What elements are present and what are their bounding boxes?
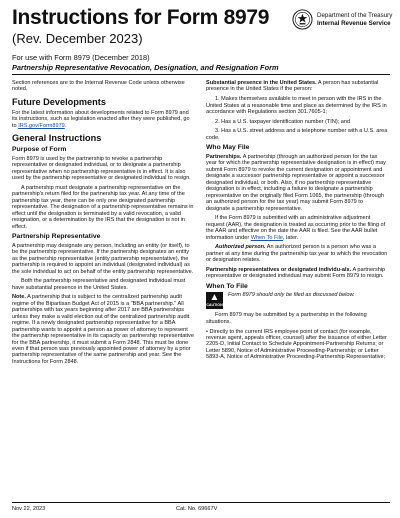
when-to-file-heading: When To File: [206, 282, 248, 290]
aar-paragraph: [206, 215, 388, 241]
sp-label: Substantial presence in the United States.: [206, 80, 317, 86]
sp-item-1: 1. Makes themselves available to meet in person with the IRS in the United States at a reasonable time and place as determined by the IRS in accordance with Regulations section 301.7605-1;: [206, 96, 387, 115]
general-instructions-heading: General Instructions: [12, 133, 102, 144]
document-title: Instructions for Form 8979: [12, 6, 270, 29]
sp-item-3: 3. Has a U.S. street address and a telephone number with a U.S. area code.: [206, 128, 388, 141]
caution-label: CAUTION: [206, 303, 223, 308]
partnerships-label: Partnerships.: [206, 153, 242, 160]
revision-date: (Rev. December 2023): [12, 31, 143, 46]
partnership-representative-heading: Partnership Representative: [12, 233, 101, 241]
treasury-eagle-icon: [292, 9, 313, 30]
aar-end: , later.: [283, 234, 299, 241]
pr-paragraph-2: Both the partnership representative and designated individual must have substantial presence in the United States.: [12, 278, 186, 291]
purpose-heading: Purpose of Form: [12, 146, 67, 154]
header-divider: [12, 74, 390, 75]
form-subtitle: Partnership Representative Revocation, Designation, and Resignation Form: [12, 63, 279, 72]
partnerships-text: A partnership (through an authorized person for the tax year for which the partnership representative designation is in effect) may submit Form 8979 to revoke the current designation or appointment and designate a successor partnership representative or appoint a successor designated individual, or both. Also, if no partnership representative designation is in effect, including a failure to designate a partnership representative on the originally filed Form 1065, the partnership (through an authorized person for the tax year) may submit Form 8979 to designate a partnership representative.: [206, 153, 386, 212]
purpose-paragraph-1: Form 8979 is used by the partnership to revoke a partnership representative or designated individual, or to designate a partnership representative when no partnership representative is in effect. It is also used by the partnership representative or designated individual to resign.: [12, 155, 191, 182]
note-paragraph: [12, 294, 194, 365]
when-to-file-link[interactable]: When To File: [250, 234, 283, 241]
irs-link[interactable]: IRS.gov/Form8979: [18, 122, 65, 129]
intro-text: Section references are to the Internal Revenue Code unless otherwise noted.: [12, 80, 185, 93]
pr-di-text: A partnership representative or designated individual may submit Form 8979 to resign.: [206, 266, 386, 280]
caution-block: [206, 292, 388, 309]
partnerships-paragraph: [206, 154, 388, 212]
note-label: Note.: [12, 294, 26, 301]
pr-di-label: Partnership representatives or designated individu-als.: [206, 266, 352, 273]
future-developments-heading: Future Developments: [12, 96, 106, 107]
pr-paragraph-1: A partnership may designate any person, including an entity (or itself), to be the partnership representative. If the partnership designates an entity as the partnership representative (entity partnership representative), the partnership is required to appoint an individual (designated individual) as the sole individual to act on behalf of the entity partnership representative.: [12, 242, 194, 275]
bullet-1: • Directly to the current IRS employee point of contact (for example, revenue agent, appeals officer, counsel) after the issuance of either Letter 2205-D, Initial Contact to Schedule Appointment-Partnership Returns; or Letter 5890, Notice of Administrative Proceeding-Partnership; or Letter 5893-A, Notice of Administrative Proceeding-Partnership Representative;: [206, 328, 387, 361]
future-developments-text: [12, 110, 194, 129]
for-use-line: For use with Form 8979 (December 2018): [12, 53, 150, 62]
pr-di-paragraph: [206, 267, 388, 280]
purpose-paragraph-2: A partnership must designate a partnership representative on the partnership's return filed for the partnership tax year. At any time of the partnership tax year, there can be only one designated partnership representative. The designation of a partnership representative remains in effect until the designation is terminated by a valid revocation, a valid resignation, or a determination by the IRS that the designation is not in effect.: [12, 184, 194, 230]
irs-line: Internal Revenue Service: [317, 19, 391, 27]
caution-text: Form 8979 should only be filed as discussed below.: [228, 292, 355, 299]
note-text: A partnership that is subject to the centralized partnership audit regime of the Bipartisan Budget Act of 2015 is a "BBA partnership." All partnerships with tax years beginning after 2017 are BBA partnerships unless they make a valid election out of the centralized partnership audit regime. If a newly designated partnership representative for a BBA partnership wants to appoint a person as power of attorney to represent the partnership representative in its capacity as partnership representative for the BBA partnership, it must submit a Form 2848. This must be done even if that person was previously appointed power of attorney by a prior partnership representative of the same partnership and year. See the Instructions for Form 2848.: [12, 294, 194, 365]
future-end: .: [64, 122, 67, 129]
footer-divider: [12, 502, 390, 503]
authorized-person-paragraph: [206, 244, 388, 263]
left-column: [12, 80, 194, 369]
right-column: [206, 80, 388, 364]
sp-item-2: 2. Has a U.S. taxpayer identification number (TIN); and: [215, 118, 351, 125]
dept-line: Department of the Treasury: [317, 11, 393, 19]
future-text: For the latest information about developments related to Form 8979 and its instructions, such as legislation enacted after they were published, go to: [12, 109, 190, 129]
authorized-person-text: An authorized person is a person who was a partner at any time during the partnership tax year to which the revocation or designation relates.: [206, 244, 388, 264]
aar-text: If the Form 8979 is submitted with an administrative adjustment request (AAR), the designation is treated as occurring prior to the filing of the AAR and effective on the date the AAR is filed. See the AAR bullet information under: [206, 215, 386, 241]
sp-text: A person has substantial presence in the United States if the person:: [206, 80, 379, 93]
catalog-number: Cat. No. 69667V: [176, 506, 218, 512]
agency-name: [317, 12, 392, 27]
footer-date: Nov 22, 2023: [12, 506, 46, 512]
substantial-presence-paragraph: [206, 80, 388, 93]
authorized-person-label: Authorized person.: [215, 244, 266, 251]
when-to-file-text: Form 8979 may be submitted by a partnership in the following situations.: [206, 312, 367, 325]
who-may-file-heading: Who May File: [206, 144, 250, 152]
agency-header: [292, 9, 392, 30]
caution-triangle-icon: ▲ CAUTION: [206, 292, 223, 309]
